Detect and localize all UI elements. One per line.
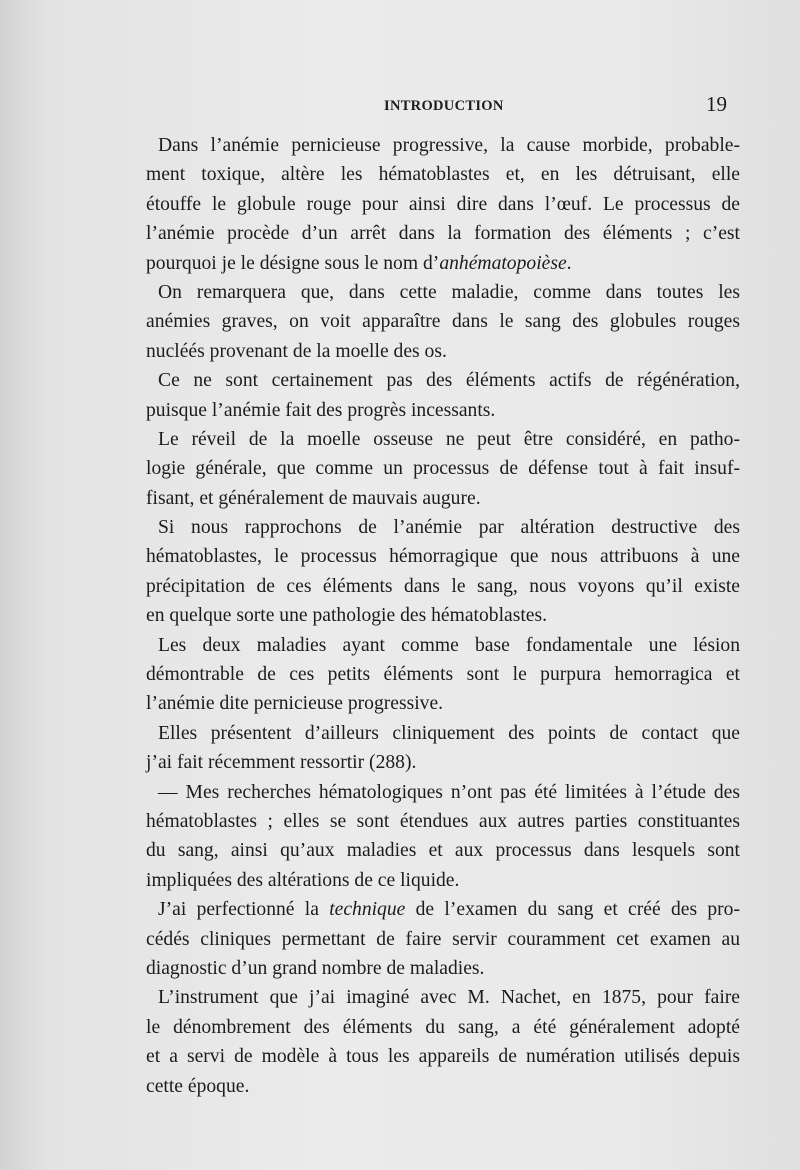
page-number: 19 (706, 92, 727, 116)
text-line: diagnostic d’un grand nombre de maladies. (146, 957, 485, 979)
text-segment: pourquoi je le désigne sous le nom d’ (146, 252, 440, 274)
text-line: hématoblastes ; elles se sont étendues aux autres parties constituantes (146, 810, 740, 832)
text-line: On remarquera que, dans cette maladie, comme dans toutes les (158, 281, 740, 303)
text-line: en quelque sorte une pathologie des hématoblastes. (146, 605, 548, 627)
paragraph (146, 366, 740, 425)
text-line: impliquées des altérations de ce liquide. (146, 869, 460, 891)
text-segment: . (566, 252, 572, 274)
text-line: j’ai fait récemment ressortir (288). (146, 752, 417, 774)
text-line: Ce ne sont certainement pas des éléments actifs de régénération, (158, 370, 740, 392)
page-header (0, 92, 800, 122)
text-segment: J’ai perfectionné la (158, 899, 330, 921)
text-line: l’anémie dite pernicieuse progressive. (146, 693, 444, 715)
text-line: ment toxique, altère les hématoblastes et, en les détruisant, elle (146, 164, 740, 186)
paragraph (146, 278, 740, 366)
paragraph (146, 778, 740, 896)
text-segment: de l’examen du sang et créé des pro- (405, 899, 740, 921)
text-line: et a servi de modèle à tous les appareils de numération utilisés depuis (146, 1046, 740, 1068)
paragraph (146, 513, 740, 631)
body-text (146, 131, 740, 1101)
italic-term: anhématopoièse (439, 252, 567, 274)
text-line: l’anémie procède d’un arrêt dans la formation des éléments ; c’est (146, 223, 740, 245)
text-line: Dans l’anémie pernicieuse progressive, la cause morbide, probable- (158, 135, 740, 156)
text-line: cette époque. (146, 1075, 250, 1097)
text-line (146, 249, 740, 278)
text-line: — Mes recherches hématologiques n’ont pas été limitées à l’étude des (158, 781, 740, 803)
text-line: le dénombrement des éléments du sang, a été généralement adopté (146, 1016, 740, 1038)
text-line: anémies graves, on voit apparaître dans le sang des globules rouges (146, 311, 740, 333)
text-line: cédés cliniques permettant de faire servir couramment cet examen au (146, 928, 740, 950)
text-line: du sang, ainsi qu’aux maladies et aux processus dans lesquels sont (146, 840, 740, 862)
text-line: fisant, et généralement de mauvais augure. (146, 487, 481, 509)
paragraph (146, 631, 740, 719)
text-line: logie générale, que comme un processus de défense tout à fait insuf- (146, 458, 740, 480)
text-line: puisque l’anémie fait des progrès incessants. (146, 399, 496, 421)
paragraph (146, 895, 740, 983)
text-line: Les deux maladies ayant comme base fondamentale une lésion (158, 634, 740, 656)
paragraph (146, 131, 740, 278)
paragraph (146, 983, 740, 1101)
paragraph (146, 425, 740, 513)
text-line: nucléés provenant de la moelle des os. (146, 340, 447, 362)
text-line: hématoblastes, le processus hémorragique que nous attribuons à une (146, 546, 740, 568)
text-line: Le réveil de la moelle osseuse ne peut être considéré, en patho- (158, 428, 740, 450)
text-line: précipitation de ces éléments dans le sang, nous voyons qu’il existe (146, 575, 740, 597)
text-line (146, 895, 740, 924)
text-line: démontrable de ces petits éléments sont le purpura hemorragica et (146, 664, 740, 686)
running-title: INTRODUCTION (384, 98, 504, 114)
text-line: Elles présentent d’ailleurs cliniquement des points de contact que (158, 722, 740, 744)
text-line: L’instrument que j’ai imaginé avec M. Nachet, en 1875, pour faire (158, 987, 740, 1009)
italic-term: technique (329, 899, 406, 921)
text-line: Si nous rapprochons de l’anémie par altération destructive des (158, 517, 740, 539)
paragraph (146, 719, 740, 778)
text-line: étouffe le globule rouge pour ainsi dire dans l’œuf. Le processus de (146, 193, 740, 215)
